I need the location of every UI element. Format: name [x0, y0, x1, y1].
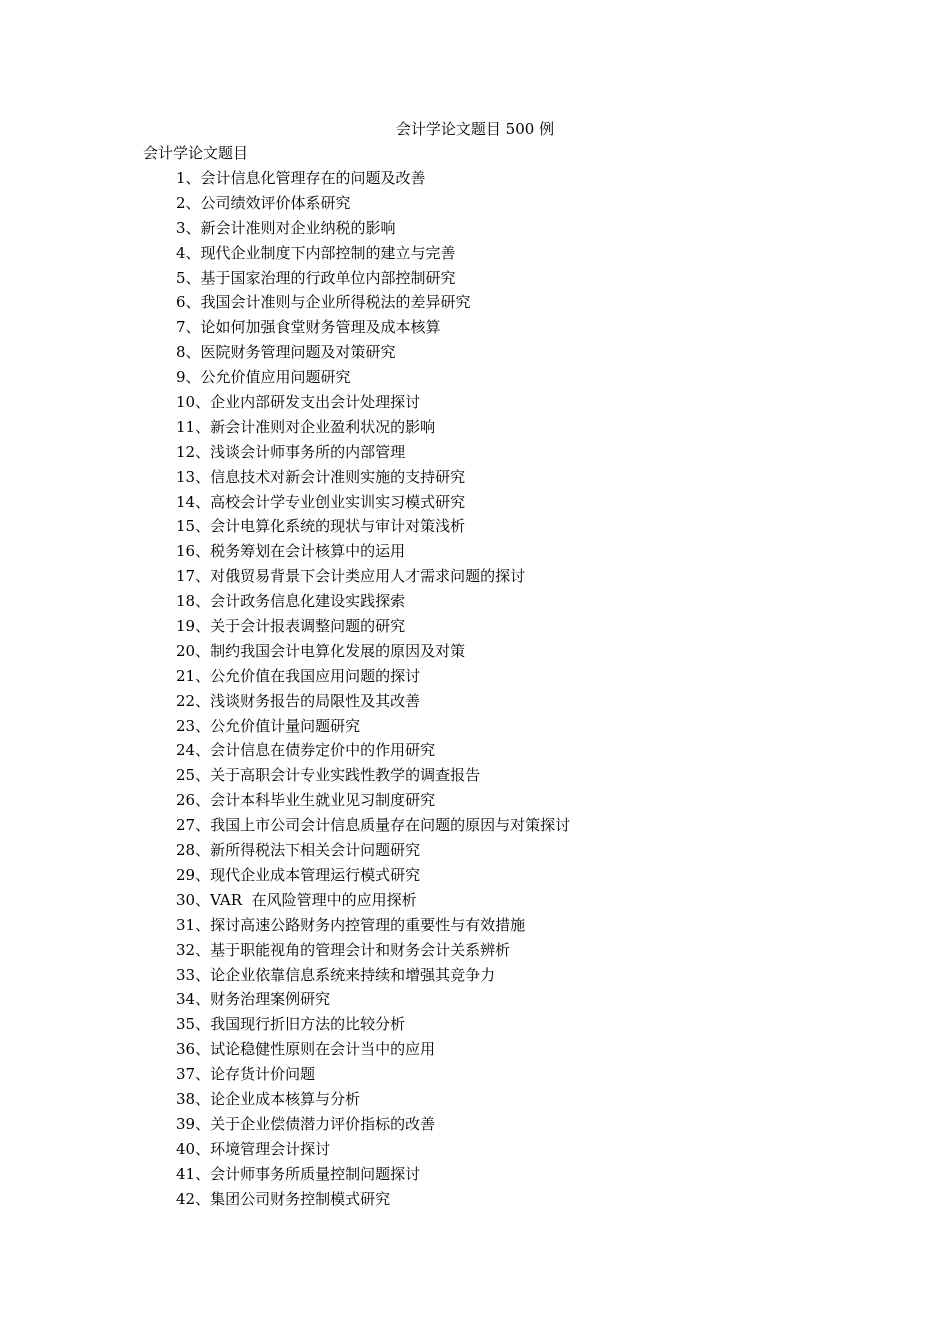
topic-item: 32、基于职能视角的管理会计和财务会计关系辨析: [176, 940, 511, 959]
topic-item: 39、关于企业偿债潜力评价指标的改善: [176, 1114, 436, 1133]
topic-item: 5、基于国家治理的行政单位内部控制研究: [176, 268, 456, 287]
topic-list: [176, 167, 570, 1212]
topic-item: 14、高校会计学专业创业实训实习模式研究: [176, 492, 466, 511]
topic-item: 42、集团公司财务控制模式研究: [176, 1189, 391, 1208]
topic-item: 22、浅谈财务报告的局限性及其改善: [176, 691, 421, 710]
topic-item: 16、税务筹划在会计核算中的运用: [176, 542, 406, 561]
topic-item: 30、VAR 在风险管理中的应用探析: [176, 890, 417, 909]
topic-item: 8、医院财务管理问题及对策研究: [176, 343, 396, 362]
topic-item: 21、公允价值在我国应用问题的探讨: [176, 666, 421, 685]
topic-item: 4、现代企业制度下内部控制的建立与完善: [176, 243, 456, 262]
topic-item: 1、会计信息化管理存在的问题及改善: [176, 169, 426, 187]
topic-item: 17、对俄贸易背景下会计类应用人才需求问题的探讨: [176, 567, 526, 586]
topic-item: 26、会计本科毕业生就业见习制度研究: [176, 791, 436, 810]
topic-item: 37、论存货计价问题: [176, 1065, 316, 1084]
topic-item: 29、现代企业成本管理运行模式研究: [176, 865, 421, 884]
topic-item: 25、关于高职会计专业实践性教学的调查报告: [176, 766, 481, 785]
topic-item: 13、信息技术对新会计准则实施的支持研究: [176, 467, 466, 486]
topic-item: 12、浅谈会计师事务所的内部管理: [176, 442, 406, 461]
topic-item: 7、论如何加强食堂财务管理及成本核算: [176, 318, 441, 337]
document-title: 会计学论文题目 500 例: [395, 120, 555, 138]
topic-item: 27、我国上市公司会计信息质量存在问题的原因与对策探讨: [176, 816, 571, 835]
topic-item: 6、我国会计准则与企业所得税法的差异研究: [176, 293, 471, 312]
topic-item: 20、制约我国会计电算化发展的原因及对策: [176, 641, 466, 660]
topic-item: 31、探讨高速公路财务内控管理的重要性与有效措施: [176, 915, 526, 934]
topic-item: 11、新会计准则对企业盈利状况的影响: [176, 417, 436, 436]
topic-item: 9、公允价值应用问题研究: [176, 368, 351, 387]
topic-item: 41、会计师事务所质量控制问题探讨: [176, 1164, 421, 1183]
topic-item: 33、论企业依靠信息系统来持续和增强其竞争力: [176, 965, 496, 984]
topic-item: 28、新所得税法下相关会计问题研究: [176, 841, 421, 860]
topic-item: 3、新会计准则对企业纳税的影响: [176, 218, 396, 237]
topic-item: 34、财务治理案例研究: [176, 990, 331, 1009]
topic-item: 23、公允价值计量问题研究: [176, 716, 361, 735]
topic-item: 24、会计信息在债券定价中的作用研究: [176, 741, 436, 760]
topic-item: 35、我国现行折旧方法的比较分析: [176, 1015, 406, 1034]
topic-item: 36、试论稳健性原则在会计当中的应用: [176, 1040, 436, 1059]
topic-item: 10、企业内部研发支出会计处理探讨: [176, 393, 421, 412]
topic-item: 38、论企业成本核算与分析: [176, 1089, 361, 1108]
topic-item: 2、公司绩效评价体系研究: [176, 193, 351, 212]
topic-item: 18、会计政务信息化建设实践探索: [176, 592, 406, 611]
topic-item: 19、关于会计报表调整问题的研究: [176, 617, 406, 636]
topic-item: 15、会计电算化系统的现状与审计对策浅析: [176, 517, 466, 536]
section-heading: 会计学论文题目: [143, 144, 249, 162]
topic-item: 40、环境管理会计探讨: [176, 1139, 331, 1158]
